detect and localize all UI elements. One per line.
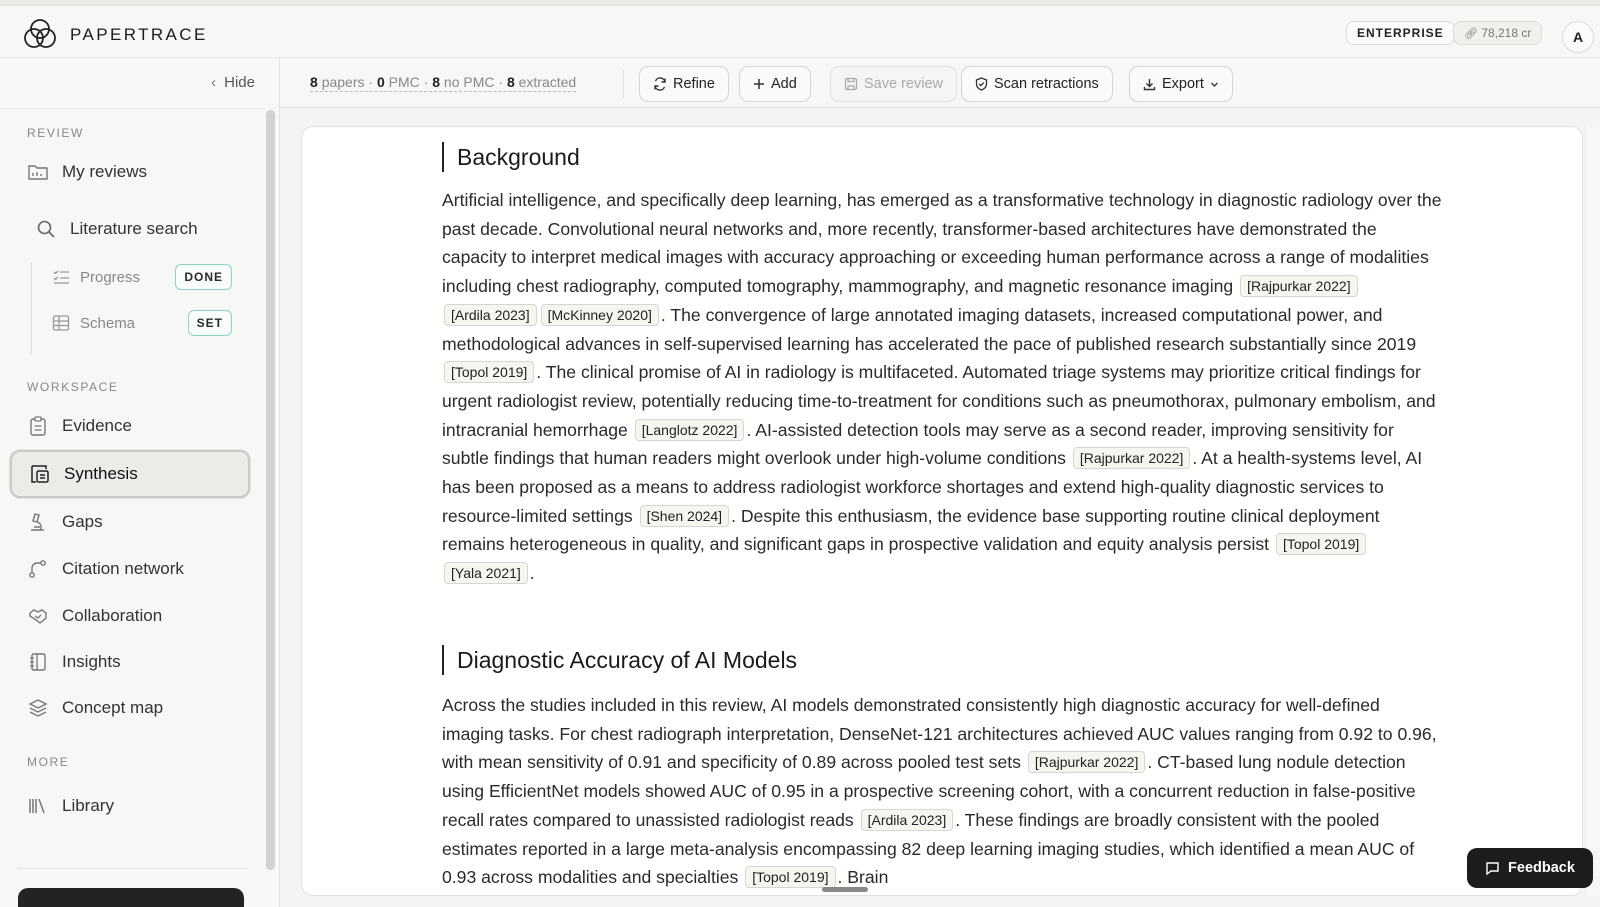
- download-icon: [1143, 78, 1156, 91]
- section-heading: Background: [442, 142, 580, 172]
- table-icon: [52, 314, 70, 332]
- sidebar-item-label: Literature search: [70, 219, 198, 238]
- sidebar-item-label: Synthesis: [64, 464, 138, 483]
- refine-label: Refine: [673, 76, 715, 92]
- new-review-button[interactable]: [18, 888, 244, 907]
- sidebar-item-label: Evidence: [62, 416, 132, 435]
- citation-chip[interactable]: [Ardila 2023]: [444, 304, 537, 326]
- citation-chip[interactable]: [Rajpurkar 2022]: [1028, 751, 1146, 773]
- status-badge: SET: [188, 310, 232, 336]
- papers-count: 8: [310, 74, 318, 90]
- paragraph-text: . CT-based lung nodule detection using EfficientNet models showed AUC of 0.95 in a prospective screening cohort, with a concurrent reduction in false-positive recall rates compared to unassisted radiologist reads: [442, 752, 1416, 830]
- pmc-count: 0: [376, 74, 385, 90]
- credits-value: 78,218 cr: [1481, 26, 1532, 40]
- sidebar-item-label: Insights: [62, 652, 121, 671]
- microscope-icon: [28, 512, 48, 532]
- toolbar-divider: [623, 70, 624, 98]
- refresh-icon: [653, 77, 667, 91]
- sidebar-item-label: Gaps: [62, 512, 103, 531]
- papertrace-logo-icon[interactable]: [22, 16, 58, 52]
- citation-chip[interactable]: [Langlotz 2022]: [635, 419, 745, 441]
- export-button[interactable]: [1129, 66, 1233, 102]
- feedback-label: Feedback: [1508, 860, 1575, 876]
- hide-sidebar-button[interactable]: [211, 74, 255, 91]
- sidebar-item-label: Library: [62, 796, 114, 815]
- paragraph-text: . At a health-systems level, AI has been proposed as a means to address radiologist workforce shortages and extend high-quality diagnostic services to resource-limited settings: [442, 448, 1423, 526]
- chevron-left-icon: ‹: [211, 74, 217, 91]
- right-panel-edge: [1585, 126, 1600, 896]
- section-heading: Diagnostic Accuracy of AI Models: [442, 645, 797, 675]
- sidebar-item-collaboration[interactable]: [10, 594, 250, 638]
- sidebar-item-label: Progress: [80, 268, 141, 286]
- paragraph-text: Across the studies included in this review, AI models demonstrated consistently high diagnostic accuracy for well-defined imaging tasks. For chest radiograph interpretation, DenseNet-121 architectures achieved AUC values ranging from 0.92 to 0.96, with mean sensitivity of 0.91 and specificity of 0.89 across pooled test sets: [442, 695, 1437, 773]
- sidebar: [0, 58, 280, 907]
- sidebar-item-schema[interactable]: [52, 308, 232, 338]
- search-icon: [36, 219, 56, 239]
- sidebar-item-concept-map[interactable]: [10, 686, 250, 730]
- app-header: [0, 6, 1600, 58]
- sidebar-item-synthesis[interactable]: [10, 450, 250, 498]
- plan-badge: ENTERPRISE: [1346, 21, 1455, 45]
- sidebar-item-insights[interactable]: [10, 640, 250, 684]
- papers-label: papers: [321, 74, 365, 90]
- sidebar-divider: [18, 868, 248, 869]
- paragraph-text: . The clinical promise of AI in radiology is multifaceted. Automated triage systems may prioritize critical findings for urgent radiologist review, potentially reducing time-to-treatment for conditions such as pneumothorax, pulmonary embolism, and intracranial hemorrhage: [442, 362, 1436, 440]
- citation-chip[interactable]: [Topol 2019]: [1276, 533, 1366, 555]
- sidebar-item-my-reviews[interactable]: [10, 150, 250, 194]
- no-pmc-label: no PMC: [443, 74, 495, 90]
- extracted-count: 8: [506, 74, 515, 90]
- sidebar-item-label: My reviews: [62, 162, 148, 181]
- sidebar-item-label: Citation network: [62, 559, 184, 578]
- pmc-label: PMC: [388, 74, 420, 90]
- citation-chip[interactable]: [McKinney 2020]: [541, 304, 659, 326]
- save-icon: [844, 77, 858, 91]
- separator: ·: [368, 74, 374, 90]
- document-tree-icon: [30, 464, 50, 484]
- status-badge: DONE: [175, 264, 232, 290]
- sidebar-item-gaps[interactable]: [10, 500, 250, 544]
- clipboard-icon: [28, 416, 48, 436]
- citation-chip[interactable]: [Yala 2021]: [444, 562, 528, 584]
- scan-retractions-label: Scan retractions: [994, 76, 1099, 92]
- citation-chip[interactable]: [Ardila 2023]: [861, 809, 954, 831]
- sidebar-scrollbar[interactable]: [266, 110, 275, 870]
- paragraph-text: . The convergence of large annotated imaging datasets, increased computational power, and methodological advances in self-supervised learning has accelerated the pace of published research substantially since 2019: [442, 304, 1417, 354]
- section-label-more: MORE: [27, 755, 70, 769]
- chat-icon: [1485, 861, 1500, 876]
- scan-retractions-button[interactable]: [961, 66, 1113, 102]
- network-icon: [28, 559, 48, 579]
- handshake-icon: [28, 606, 48, 626]
- review-toolbar: [280, 58, 1600, 108]
- folder-icon: [28, 162, 48, 182]
- checklist-icon: [52, 268, 70, 286]
- paragraph-text: Artificial intelligence, and specifically deep learning, has emerged as a transformative technology in diagnostic radiology over the past decade. Convolutional neural networks and, more recently, transformer-based architectures have demonstrated the capacity to interpret medical images with accuracy approaching or exceeding human performance across a range of modalities including chest radiography, computed tomography, mammography, and magnetic resonance imaging: [442, 190, 1442, 297]
- hide-label: Hide: [224, 74, 255, 91]
- credits-badge[interactable]: [1453, 21, 1542, 45]
- sidebar-item-label: Concept map: [62, 698, 164, 717]
- layers-icon: [28, 698, 48, 718]
- sidebar-item-library[interactable]: [10, 784, 250, 828]
- citation-chip[interactable]: [Topol 2019]: [444, 361, 534, 383]
- sidebar-item-label: Schema: [80, 314, 136, 332]
- section-paragraph: [442, 691, 1442, 892]
- subnav-guide-line: [31, 263, 32, 355]
- plus-icon: [753, 78, 765, 90]
- refine-button[interactable]: [639, 66, 729, 102]
- notebook-icon: [28, 652, 48, 672]
- paragraph-text: . Brain: [837, 867, 889, 888]
- section-label-workspace: WORKSPACE: [27, 380, 119, 394]
- extracted-label: extracted: [518, 74, 577, 90]
- paragraph-text: .: [529, 563, 535, 584]
- link-icon: 🔗︎: [1464, 28, 1478, 40]
- library-icon: [28, 796, 48, 816]
- sidebar-item-progress[interactable]: [52, 262, 232, 292]
- save-review-label: Save review: [864, 76, 943, 92]
- citation-chip[interactable]: [Rajpurkar 2022]: [1240, 275, 1358, 297]
- sidebar-item-literature-search[interactable]: [18, 207, 258, 251]
- citation-chip[interactable]: [Topol 2019]: [745, 866, 835, 888]
- separator: ·: [423, 74, 429, 90]
- synthesis-document-panel[interactable]: [301, 126, 1583, 896]
- paragraph-text: . Despite this enthusiasm, the evidence base supporting routine clinical deployment remains heterogeneous in quality, and significant gaps in prospective validation and equity analysis persist: [442, 505, 1380, 555]
- avatar[interactable]: A: [1562, 21, 1594, 53]
- citation-chip[interactable]: [Shen 2024]: [640, 505, 730, 527]
- paragraph-text: . These findings are broadly consistent with the pooled estimates reported in a large meta-analysis encompassing 82 deep learning imaging studies, which identified a mean AUC of 0.93 across modalities and specialties: [442, 809, 1415, 888]
- paragraph-text: . AI-assisted detection tools may serve as a second reader, improving sensitivity for subtle findings that human readers might overlook under high-volume conditions: [442, 419, 1394, 469]
- section-label-review: REVIEW: [27, 126, 84, 140]
- no-pmc-count: 8: [432, 74, 441, 90]
- chevron-down-icon: [1210, 80, 1219, 89]
- shield-icon: [975, 77, 988, 91]
- brand-name: PAPERTRACE: [70, 25, 208, 44]
- citation-chip[interactable]: [Rajpurkar 2022]: [1073, 447, 1191, 469]
- feedback-button[interactable]: [1467, 848, 1593, 888]
- separator: ·: [498, 74, 504, 90]
- add-label: Add: [771, 76, 797, 92]
- sidebar-item-label: Collaboration: [62, 606, 163, 625]
- sidebar-item-citation-network[interactable]: [10, 547, 250, 591]
- sidebar-item-evidence[interactable]: [10, 404, 250, 448]
- add-button[interactable]: [739, 66, 811, 102]
- resize-handle[interactable]: [822, 887, 868, 892]
- review-stats[interactable]: [310, 74, 576, 92]
- export-label: Export: [1162, 76, 1204, 92]
- save-review-button[interactable]: [830, 66, 957, 102]
- section-paragraph: [442, 186, 1442, 588]
